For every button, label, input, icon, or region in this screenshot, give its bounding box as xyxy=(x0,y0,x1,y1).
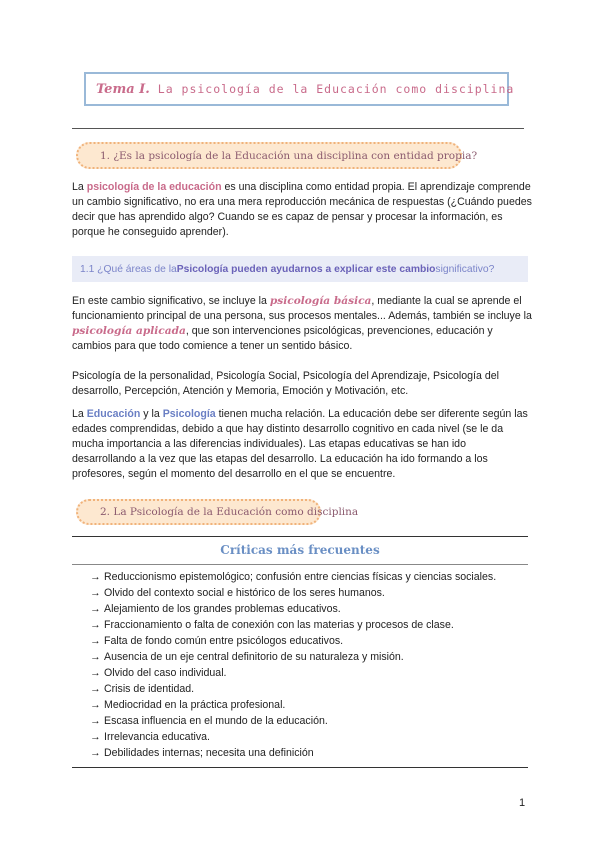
section-1-heading: 1. ¿Es la psicología de la Educación una disciplina con entidad propia? xyxy=(76,142,462,169)
arrow-icon: → xyxy=(90,731,101,743)
page-number: 1 xyxy=(519,797,526,809)
arrow-icon: → xyxy=(90,715,101,727)
list-item: → Mediocridad en la práctica profesional. xyxy=(90,699,286,711)
title-tema: Tema I. xyxy=(96,81,150,97)
table-header-border xyxy=(72,564,528,565)
list-item: → Fraccionamiento o falta de conexión con las materias y procesos de clase. xyxy=(90,619,454,631)
list-item: → Irrelevancia educativa. xyxy=(90,731,210,743)
paragraph-4: La Educación y la Psicología tienen mucha relación. La educación debe ser diferente según las edades comprendidas, debido a que hay distinto desarrollo cognitivo en cada nivel (se le da mucha importancia a las diferencias individuales). Las etapas educativas se han ido desarrollando a la vez que las etapas del desarrollo. La educación ha ido formando a los profesores, según el momento del desarrollo en el que se encuentre. xyxy=(72,408,528,480)
table-top-border xyxy=(72,536,528,537)
divider-top xyxy=(72,128,524,129)
criticas-title: Críticas más frecuentes xyxy=(220,543,380,557)
arrow-icon: → xyxy=(90,651,101,663)
paragraph-1: La psicología de la educación es una disciplina como entidad propia. El aprendizaje comprende un cambio significativo, no era una mera reproducción mecánica de respuestas (¿Cuándo puedes decir que has aprendido algo? Cuando se es capaz de pensar y procesar la información, es porque he conseguido aprender). xyxy=(72,181,532,238)
subheading-1-1: 1.1 ¿Qué áreas de la Psicología pueden ayudarnos a explicar este cambio significativo? xyxy=(72,256,528,282)
arrow-icon: → xyxy=(90,635,101,647)
list-item: → Falta de fondo común entre psicólogos educativos. xyxy=(90,635,344,647)
list-item: → Escasa influencia en el mundo de la educación. xyxy=(90,715,328,727)
list-item: → Ausencia de un eje central definitorio de su naturaleza y misión. xyxy=(90,651,404,663)
list-item: → Debilidades internas; necesita una definición xyxy=(90,747,314,759)
paragraph-2: En este cambio significativo, se incluye la psicología básica, mediante la cual se aprende el funcionamiento principal de una persona, sus procesos mentales... Además, también se incluye la psicología aplicada, que son intervenciones psicológicas, prevenciones, educación y cambios para que todo comience a tener un sentido básico. xyxy=(72,295,532,352)
arrow-icon: → xyxy=(90,603,101,615)
list-item: → Alejamiento de los grandes problemas educativos. xyxy=(90,603,341,615)
list-item: → Olvido del caso individual. xyxy=(90,667,227,679)
title-text: La psicología de la Educación como disciplina xyxy=(157,82,515,96)
arrow-icon: → xyxy=(90,747,101,759)
arrow-icon: → xyxy=(90,699,101,711)
section-2-heading: 2. La Psicología de la Educación como disciplina xyxy=(76,499,321,525)
list-item: → Reduccionismo epistemológico; confusión entre ciencias físicas y ciencias sociales. xyxy=(90,571,497,583)
paragraph-3: Psicología de la personalidad, Psicología Social, Psicología del Aprendizaje, Psicología del desarrollo, Percepción, Atención y Memoria, Emoción y Motivación, etc. xyxy=(72,370,499,397)
document-title xyxy=(84,72,515,106)
arrow-icon: → xyxy=(90,667,101,679)
arrow-icon: → xyxy=(90,571,101,583)
arrow-icon: → xyxy=(90,683,101,695)
list-item: → Crisis de identidad. xyxy=(90,683,195,695)
arrow-icon: → xyxy=(90,619,101,631)
arrow-icon: → xyxy=(90,587,101,599)
table-bottom-border xyxy=(72,767,528,768)
list-item: → Olvido del contexto social e histórico de los seres humanos. xyxy=(90,587,385,599)
criticas-list xyxy=(90,569,496,761)
